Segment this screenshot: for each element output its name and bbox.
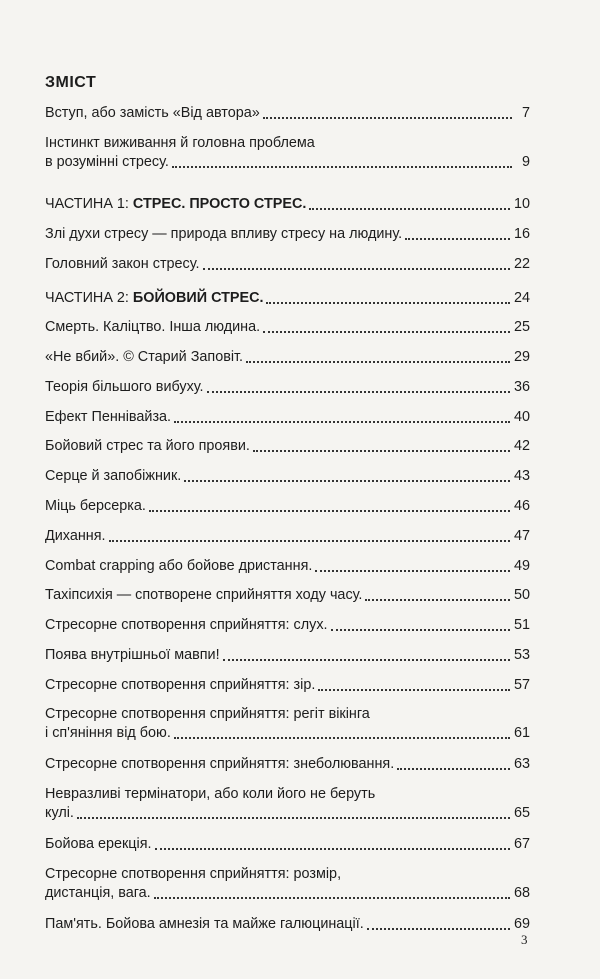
toc-entry-page: 29 [513, 349, 530, 365]
toc-entry-title: Вступ, або замість «Від автора» [45, 105, 260, 121]
toc-entry [45, 865, 530, 903]
toc-entry-title: Пам'ять. Бойова амнезія та майже галюцинації. [45, 916, 364, 932]
toc-entry [45, 586, 530, 605]
toc-entry-page: 7 [521, 105, 530, 121]
toc-entry [45, 348, 530, 367]
toc-entry-title-line1: Стресорне спотворення сприйняття: регіт вікінга [45, 706, 370, 722]
leader-dots [149, 509, 510, 512]
leader-dots [331, 628, 510, 631]
toc-entry [45, 755, 530, 774]
toc-entry-page: 16 [513, 226, 530, 242]
leader-dots [263, 330, 510, 333]
toc-entry [45, 527, 530, 546]
toc-entry [45, 835, 530, 854]
leader-dots [263, 116, 512, 119]
toc-entry-title: Смерть. Каліцтво. Інша людина. [45, 319, 261, 335]
toc-entry-page: 46 [513, 498, 530, 514]
toc-entry-page: 24 [513, 290, 530, 306]
toc-entry-title-line1: Невразливі термінатори, або коли його не беруть [45, 786, 376, 802]
leader-dots [367, 927, 510, 930]
toc-entry-title: Бойовий стрес та його прояви. [45, 438, 250, 454]
toc-entry-page: 61 [513, 725, 530, 741]
toc-entry-page: 10 [513, 196, 530, 212]
toc-entry-page: 25 [513, 319, 530, 335]
toc-heading: ЗМІСТ [45, 74, 97, 91]
toc-entry-title-line2: в розумінні стресу. [45, 154, 169, 170]
part-title: СТРЕС. ПРОСТО СТРЕС. [132, 196, 307, 212]
toc-entry-title-line2: і сп'яніння від бою. [45, 725, 171, 741]
toc-entry-title: Дихання. [45, 528, 106, 544]
toc-entry-page: 57 [513, 677, 530, 693]
leader-dots [309, 207, 510, 210]
part-number: ЧАСТИНА 1: [45, 196, 133, 212]
toc-entry-title-line1: Інстинкт виживання й головна проблема [45, 135, 315, 151]
toc-entry [45, 437, 530, 456]
toc-entry-title: Стресорне спотворення сприйняття: знеболювання. [45, 756, 395, 772]
toc-entry [45, 467, 530, 486]
toc-entry [45, 104, 530, 123]
toc-entry-page: 65 [513, 805, 530, 821]
toc-entry [45, 378, 530, 397]
leader-dots [203, 267, 510, 270]
toc-entry-title: Поява внутрішньої мавпи! [45, 647, 220, 663]
leader-dots [365, 598, 510, 601]
leader-dots [184, 479, 510, 482]
toc-entry [45, 408, 530, 427]
leader-dots [154, 896, 510, 899]
toc-entry-page: 53 [513, 647, 530, 663]
toc-entry-page: 49 [513, 558, 530, 574]
toc-entry-page: 63 [513, 756, 530, 772]
toc-entry [45, 134, 530, 172]
toc-entry [45, 705, 530, 743]
toc-entry-title [45, 289, 263, 308]
toc-entry-title: Злі духи стресу — природа впливу стресу на людину. [45, 226, 403, 242]
toc-entry [45, 255, 530, 274]
toc-entry-page: 43 [513, 468, 530, 484]
toc-entry-title-line2: кулі. [45, 805, 74, 821]
toc-entry [45, 646, 530, 665]
toc-entry [45, 915, 530, 934]
toc-entry-title: Combat crapping або бойове дристання. [45, 558, 313, 574]
leader-dots [174, 736, 510, 739]
leader-dots [174, 420, 510, 423]
toc-entry-title: Бойова ерекція. [45, 836, 152, 852]
leader-dots [207, 390, 510, 393]
toc-entry-title-line2: дистанція, вага. [45, 885, 151, 901]
toc-entry-title: Серце й запобіжник. [45, 468, 182, 484]
toc-entry [45, 785, 530, 823]
toc-part-entry [45, 195, 530, 214]
toc-entry-page: 22 [513, 256, 530, 272]
toc-entry-title: «Не вбий». © Старий Заповіт. [45, 349, 244, 365]
page-number: 3 [521, 932, 528, 947]
toc-entry-title: Стресорне спотворення сприйняття: зір. [45, 677, 316, 693]
toc-entry-page: 50 [513, 587, 530, 603]
toc-entry [45, 616, 530, 635]
leader-dots [155, 847, 510, 850]
toc-entry-title: Міць берсерка. [45, 498, 146, 514]
toc-entry-title-line1: Стресорне спотворення сприйняття: розмір, [45, 866, 342, 882]
leader-dots [246, 360, 510, 363]
leader-dots [109, 539, 510, 542]
part-number: ЧАСТИНА 2: [45, 290, 133, 306]
toc-entry [45, 318, 530, 337]
toc-entry [45, 225, 530, 244]
leader-dots [172, 165, 512, 168]
toc-entry-title: Теорія більшого вибуху. [45, 379, 204, 395]
toc-entry-page: 67 [513, 836, 530, 852]
leader-dots [318, 688, 510, 691]
leader-dots [253, 449, 510, 452]
toc-part-entry [45, 289, 530, 308]
leader-dots [397, 767, 510, 770]
toc-entry-title [45, 195, 306, 214]
toc-entry-page: 36 [513, 379, 530, 395]
toc-entry-page: 51 [513, 617, 530, 633]
toc-entry-title: Головний закон стресу. [45, 256, 200, 272]
leader-dots [266, 301, 510, 304]
toc-entry-title: Стресорне спотворення сприйняття: слух. [45, 617, 328, 633]
toc-entry-page: 68 [513, 885, 530, 901]
leader-dots [77, 816, 510, 819]
toc-entry [45, 497, 530, 516]
toc-entry-page: 69 [513, 916, 530, 932]
toc-entry-page: 42 [513, 438, 530, 454]
toc-entry-title: Ефект Пеннівайза. [45, 409, 172, 425]
toc-entry-page: 9 [521, 154, 530, 170]
part-title: БОЙОВИЙ СТРЕС. [132, 290, 264, 306]
leader-dots [405, 237, 510, 240]
toc-entry-title: Тахіпсихія — спотворене сприйняття ходу часу. [45, 587, 363, 603]
toc-entry [45, 557, 530, 576]
leader-dots [223, 658, 510, 661]
toc-entry [45, 676, 530, 695]
toc-entry-page: 40 [513, 409, 530, 425]
toc-entry-page: 47 [513, 528, 530, 544]
leader-dots [315, 569, 510, 572]
